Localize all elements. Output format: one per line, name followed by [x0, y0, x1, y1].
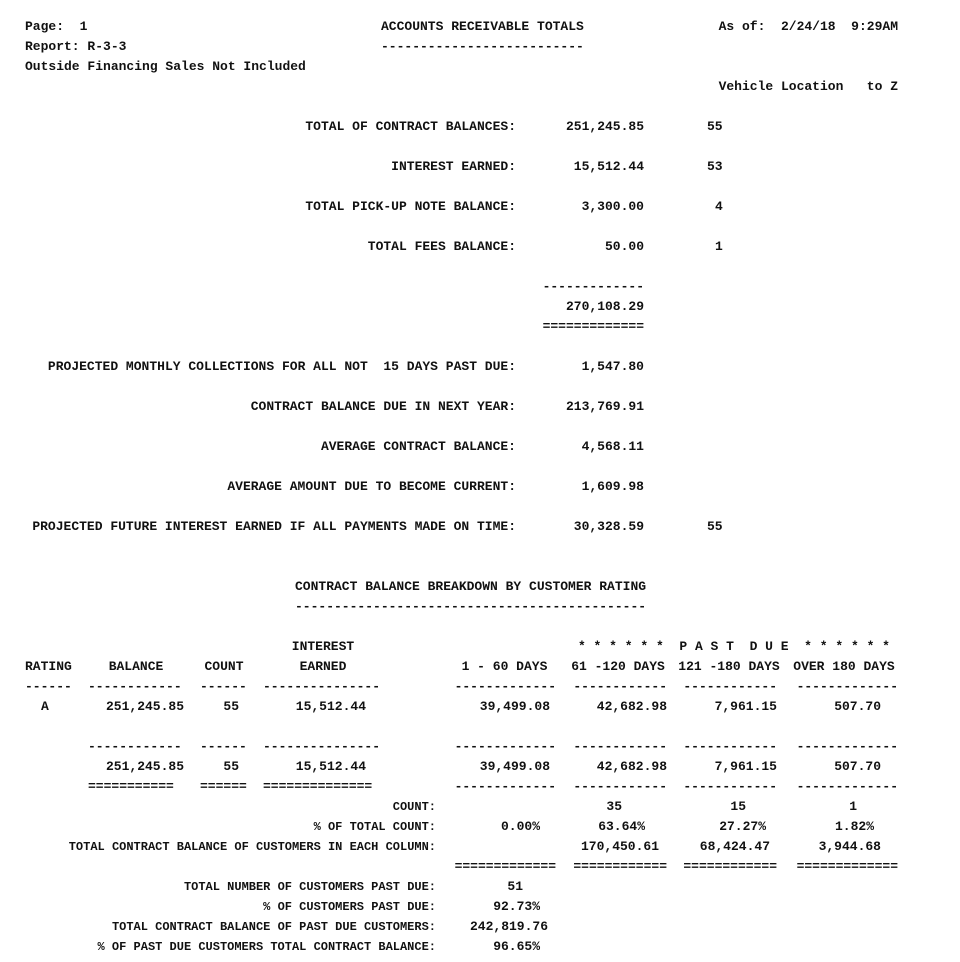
eq-count: ====== — [200, 779, 247, 794]
past-due-pct-label: % OF CUSTOMERS PAST DUE: — [263, 900, 436, 914]
row-a-count: 55 — [223, 699, 239, 714]
rule-121-180: ------------ — [683, 679, 777, 694]
future-interest-label: PROJECTED FUTURE INTEREST EARNED IF ALL PAYMENTS MADE ON TIME: — [32, 519, 516, 534]
report-subtitle: Outside Financing Sales Not Included — [25, 59, 306, 74]
subrule-count: ------ — [200, 739, 247, 754]
totrule-61-120: ------------ — [573, 779, 667, 794]
totrule-1-60: ------------- — [454, 779, 556, 794]
monthly-collections-label: PROJECTED MONTHLY COLLECTIONS FOR ALL NOT 15 DAYS PAST DUE: — [47, 359, 516, 374]
breakdown-title: CONTRACT BALANCE BREAKDOWN BY CUSTOMER RATING — [295, 579, 647, 594]
pct-row-121-180: 27.27% — [719, 819, 766, 834]
totals-interest: 15,512.44 — [295, 759, 366, 774]
interest-earned-count: 53 — [707, 159, 723, 174]
rule-count: ------ — [200, 679, 247, 694]
pct-row-61-120: 63.64% — [598, 819, 645, 834]
col-121-180-days: 121 -180 DAYS — [678, 659, 780, 674]
totrule-121-180: ------------ — [683, 779, 777, 794]
count-row-61-120: 35 — [606, 799, 622, 814]
col-rating: RATING — [25, 659, 72, 674]
totals-61-120: 42,682.98 — [596, 759, 667, 774]
average-balance-value: 4,568.11 — [581, 439, 644, 454]
eq-balance: =========== — [88, 779, 174, 794]
interest-earned-label: INTEREST EARNED: — [391, 159, 516, 174]
monthly-collections-value: 1,547.80 — [581, 359, 644, 374]
col-over-180-days: OVER 180 DAYS — [793, 659, 895, 674]
rule-balance: ------------ — [88, 679, 182, 694]
rule-over-180: ------------- — [796, 679, 898, 694]
interest-earned-value: 15,512.44 — [573, 159, 644, 174]
rule-rating: ------ — [25, 679, 72, 694]
rule-61-120: ------------ — [573, 679, 667, 694]
balance-row-61-120: 170,450.61 — [580, 839, 659, 854]
pct-row-over-180: 1.82% — [834, 819, 874, 834]
sum-total: 270,108.29 — [565, 299, 644, 314]
col-count: COUNT — [204, 659, 244, 674]
final-eq-over-180: ============= — [796, 859, 898, 874]
next-year-value: 213,769.91 — [565, 399, 644, 414]
past-due-balance-label: TOTAL CONTRACT BALANCE OF PAST DUE CUSTOMERS: — [111, 920, 436, 934]
row-a-interest: 15,512.44 — [295, 699, 366, 714]
average-due-value: 1,609.98 — [581, 479, 644, 494]
rule-interest: --------------- — [263, 679, 381, 694]
subrule-over-180: ------------- — [796, 739, 898, 754]
row-a-over-180: 507.70 — [834, 699, 881, 714]
final-eq-121-180: ============ — [683, 859, 777, 874]
contract-balances-value: 251,245.85 — [565, 119, 644, 134]
row-a-61-120: 42,682.98 — [596, 699, 667, 714]
final-eq-1-60: ============= — [454, 859, 556, 874]
count-row-label: COUNT: — [392, 800, 436, 814]
subrule-61-120: ------------ — [573, 739, 667, 754]
col-interest-line1: INTEREST — [291, 639, 355, 654]
contract-balances-count: 55 — [707, 119, 723, 134]
past-due-count-value: 51 — [507, 879, 523, 894]
eq-interest: ============== — [263, 779, 373, 794]
balance-row-over-180: 3,944.68 — [818, 839, 881, 854]
pct-row-1-60: 0.00% — [500, 819, 540, 834]
report-title: ACCOUNTS RECEIVABLE TOTALS — [381, 19, 584, 34]
page-number: Page: 1 — [25, 19, 88, 34]
report-id: Report: R-3-3 — [25, 39, 127, 54]
totals-balance: 251,245.85 — [105, 759, 184, 774]
average-due-label: AVERAGE AMOUNT DUE TO BECOME CURRENT: — [227, 479, 516, 494]
pickup-note-value: 3,300.00 — [581, 199, 644, 214]
totals-count: 55 — [223, 759, 239, 774]
subrule-1-60: ------------- — [454, 739, 556, 754]
row-a-1-60: 39,499.08 — [479, 699, 550, 714]
totals-over-180: 507.70 — [834, 759, 881, 774]
col-1-60-days: 1 - 60 DAYS — [461, 659, 548, 674]
past-due-header: * * * * * * P A S T D U E * * * * * * — [577, 639, 890, 654]
report-title-underline: -------------------------- — [381, 39, 584, 54]
subrule-interest: --------------- — [263, 739, 381, 754]
as-of-date: As of: 2/24/18 9:29AM — [718, 19, 898, 34]
sum-rule: ------------- — [542, 279, 644, 294]
row-a-121-180: 7,961.15 — [714, 699, 777, 714]
future-interest-value: 30,328.59 — [573, 519, 644, 534]
sum-double-rule: ============= — [542, 319, 644, 334]
pickup-note-label: TOTAL PICK-UP NOTE BALANCE: — [305, 199, 516, 214]
row-a-rating: A — [41, 699, 49, 714]
next-year-label: CONTRACT BALANCE DUE IN NEXT YEAR: — [250, 399, 516, 414]
fees-label: TOTAL FEES BALANCE: — [367, 239, 516, 254]
fees-count: 1 — [715, 239, 723, 254]
contract-balances-label: TOTAL OF CONTRACT BALANCES: — [305, 119, 516, 134]
past-due-pct-value: 92.73% — [493, 899, 540, 914]
count-row-over-180: 1 — [849, 799, 857, 814]
vehicle-location: Vehicle Location to Z — [718, 79, 898, 94]
past-due-pct-balance-label: % OF PAST DUE CUSTOMERS TOTAL CONTRACT BALANCE: — [97, 940, 436, 954]
average-balance-label: AVERAGE CONTRACT BALANCE: — [320, 439, 516, 454]
col-61-120-days: 61 -120 DAYS — [571, 659, 665, 674]
past-due-count-label: TOTAL NUMBER OF CUSTOMERS PAST DUE: — [183, 880, 436, 894]
rule-1-60: ------------- — [454, 679, 556, 694]
balance-row-label: TOTAL CONTRACT BALANCE OF CUSTOMERS IN EACH COLUMN: — [68, 840, 436, 854]
past-due-balance-value: 242,819.76 — [469, 919, 548, 934]
count-row-121-180: 15 — [730, 799, 746, 814]
pct-row-label: % OF TOTAL COUNT: — [313, 820, 436, 834]
totals-121-180: 7,961.15 — [714, 759, 777, 774]
pickup-note-count: 4 — [715, 199, 723, 214]
col-interest-line2: EARNED — [299, 659, 347, 674]
row-a-balance: 251,245.85 — [105, 699, 184, 714]
breakdown-title-underline: --------------------------------------------- — [295, 599, 647, 614]
final-eq-61-120: ============ — [573, 859, 667, 874]
totals-1-60: 39,499.08 — [479, 759, 550, 774]
totrule-over-180: ------------- — [796, 779, 898, 794]
future-interest-count: 55 — [707, 519, 723, 534]
subrule-121-180: ------------ — [683, 739, 777, 754]
col-balance: BALANCE — [108, 659, 164, 674]
fees-value: 50.00 — [604, 239, 644, 254]
subrule-balance: ------------ — [88, 739, 182, 754]
past-due-pct-balance-value: 96.65% — [493, 939, 540, 954]
balance-row-121-180: 68,424.47 — [699, 839, 770, 854]
